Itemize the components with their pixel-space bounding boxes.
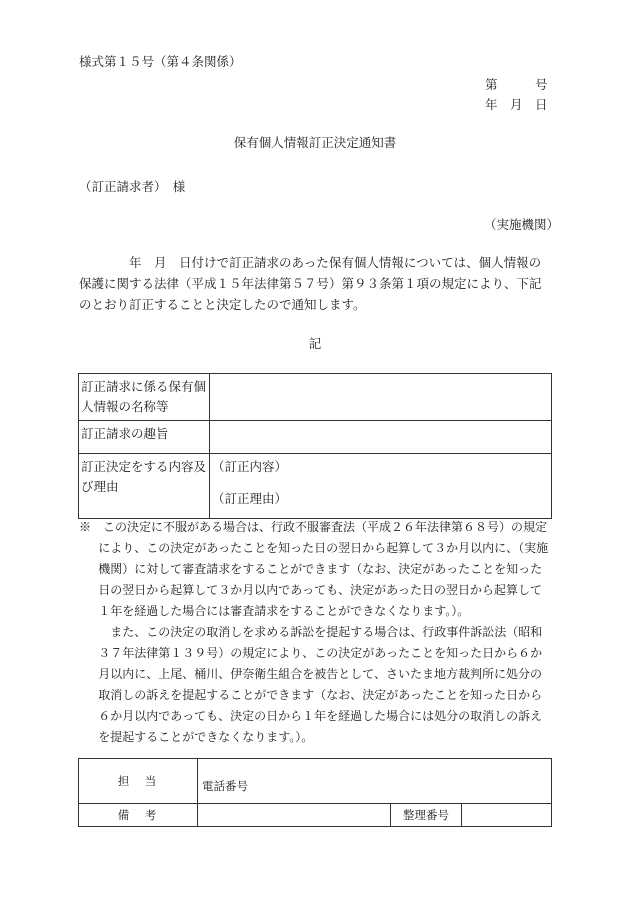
document-date: 年 月 日 <box>485 97 548 112</box>
correction-content-label: （訂正内容） <box>212 459 288 474</box>
table-row <box>79 421 552 454</box>
form-number: 様式第１５号（第４条関係） <box>79 54 242 69</box>
table-row <box>79 454 552 519</box>
seiri-number-value <box>462 804 552 827</box>
document-title: 保有個人情報訂正決定通知書 <box>233 135 397 150</box>
tanto-label: 担 当 <box>79 759 198 804</box>
addressee: （訂正請求者） 様 <box>79 179 186 194</box>
footer-table <box>78 758 552 827</box>
request-info-name-label: 訂正請求に係る保有個人情報の名称等 <box>79 374 210 421</box>
biko-value <box>198 804 391 827</box>
administrative-appeal-note: ※ この決定に不服がある場合は、行政不服審査法（平成２６年法律第６８号）の規定により、この決定があったことを知った日の翌日から起算して３か月以内に、（実施機関）に対して審査請求をすることができます（なお、決定があったことを知った日の翌日から起算して３か月以内であっても、決定があった日の翌日から起算して１年を経過した場合には審査請求をすることができなくなります。）。 <box>79 520 549 618</box>
request-purpose-value <box>210 421 552 454</box>
correction-reason-label: （訂正理由） <box>212 491 288 506</box>
notice-body-paragraph: 年 月 日付けで訂正請求のあった保有個人情報については、個人情報の保護に関する法律（平成１５年法律第５７号）第９３条第１項の規定により、下記のとおり訂正することと決定したので通知します。 <box>79 255 542 312</box>
appeal-notes <box>79 517 553 748</box>
document-number: 第 号 <box>485 77 548 92</box>
request-info-name-value <box>210 374 552 421</box>
phone-number-label: 電話番号 <box>198 759 552 804</box>
lawsuit-note: また、この決定の取消しを求める訴訟を提起する場合は、行政事件訴訟法（昭和３７年法律第１３９号）の規定により、この決定があったことを知った日から６か月以内に、上尾、桶川、伊奈衛生組合を被告として、さいたま地方裁判所に処分の取消しの訴えを提起することができます（なお、決定があったことを知った日から６か月以内であっても、決定の日から１年を経過した場合には処分の取消しの訴えを提起することができなくなります。）。 <box>98 625 543 744</box>
table-row <box>79 374 552 421</box>
decision-content-value <box>210 454 552 519</box>
ki-heading: 記 <box>308 336 322 351</box>
request-purpose-label: 訂正請求の趣旨 <box>79 421 210 454</box>
seiri-number-label: 整理番号 <box>391 804 462 827</box>
decision-content-label: 訂正決定をする内容及び理由 <box>79 454 210 519</box>
table-row <box>79 804 552 827</box>
implementing-agency: （実施機関） <box>484 217 560 232</box>
table-row <box>79 759 552 804</box>
correction-details-table <box>78 373 552 519</box>
spacer <box>212 477 549 489</box>
notice-body <box>79 252 552 315</box>
biko-label: 備 考 <box>79 804 198 827</box>
